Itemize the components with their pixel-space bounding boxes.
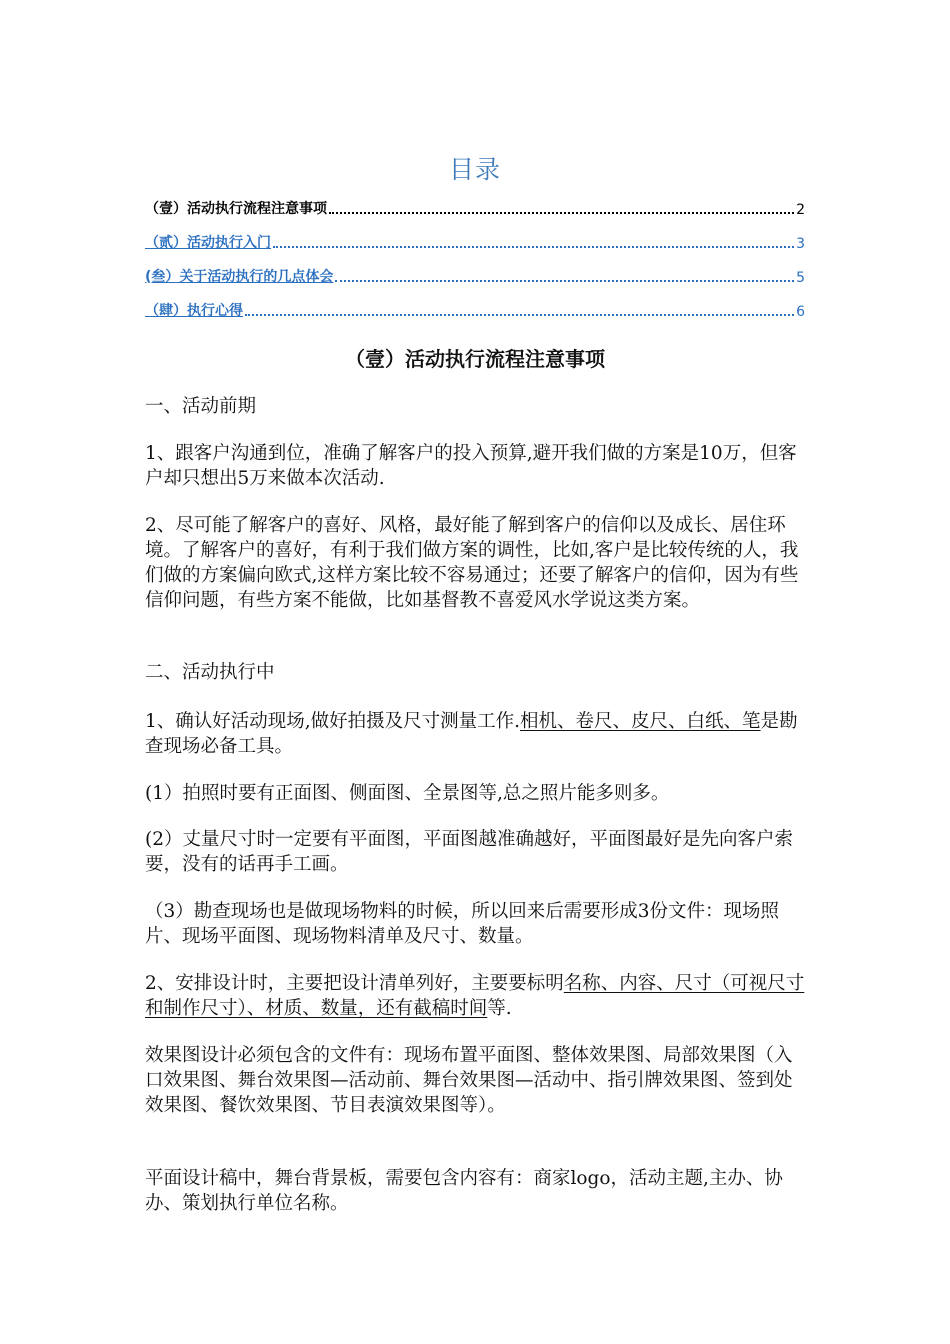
toc-entry-label: （肆）执行心得: [145, 303, 243, 319]
paragraph-photos: (1）拍照时要有正面图、侧面图、全景图等,总之照片能多则多。: [145, 783, 670, 804]
toc-entry-page: 6: [796, 304, 805, 320]
underlined-tools: 相机、卷尺、皮尺、白纸、笔: [520, 711, 761, 732]
toc-entry-label: (叁）关于活动执行的几点体会: [145, 269, 334, 285]
text-run: 1、确认好活动现场,做好拍摄及尺寸测量工作.: [145, 711, 521, 732]
text-run: 2、安排设计时，主要把设计清单列好，主要要标明: [145, 973, 564, 994]
toc-entry-page: 5: [796, 270, 805, 286]
paragraph-budget: 1、跟客户沟通到位，准确了解客户的投入预算,避开我们做的方案是10万，但客户却只想出5万来做本次活动.: [145, 443, 797, 489]
text-run: 是勘查现场必备工具。: [145, 711, 798, 757]
paragraph-measure: (2）丈量尺寸时一定要有平面图，平面图越准确越好，平面图最好是先向客户索要，没有的话再手工画。: [145, 829, 793, 875]
paragraph-renderings: 效果图设计必须包含的文件有：现场布置平面图、整体效果图、局部效果图（入口效果图、舞台效果图—活动前、舞台效果图—活动中、指引牌效果图、签到处效果图、餐饮效果图、节目表演效果图等）。: [145, 1045, 793, 1116]
toc-leader-dots: [329, 211, 794, 214]
toc-title: 目录: [448, 155, 501, 184]
toc-leader-dots: [245, 313, 794, 316]
toc-entry-3[interactable]: [145, 266, 805, 286]
paragraph-design-list: [145, 971, 810, 1021]
toc-leader-dots: [335, 279, 794, 282]
text-run: 等.: [487, 998, 512, 1019]
toc-entry-2[interactable]: [145, 232, 805, 252]
paragraph-stage-backdrop: 平面设计稿中，舞台背景板，需要包含内容有：商家logo，活动主题,主办、协办、策划执行单位名称。: [145, 1168, 783, 1214]
underlined-requirements: 名称、内容、尺寸（可视尺寸和制作尺寸）、材质、数量，还有截稿时间: [145, 973, 805, 1019]
paragraph-phase-pre: 一、活动前期: [145, 396, 257, 417]
toc-entry-page: 2: [796, 202, 805, 218]
section-heading: （壹）活动执行流程注意事项: [345, 347, 605, 371]
paragraph-site-survey: [145, 709, 810, 759]
toc-leader-dots: [273, 245, 794, 248]
toc-entry-label: （贰）活动执行入门: [145, 235, 271, 251]
toc-entry-label: （壹）活动执行流程注意事项: [145, 201, 327, 217]
paragraph-preferences: 2、尽可能了解客户的喜好、风格，最好能了解到客户的信仰以及成长、居住环境。了解客户的喜好，有利于我们做方案的调性，比如,客户是比较传统的人，我们做的方案偏向欧式,这样方案比较不容易通过；还要了解客户的信仰，因为有些信仰问题，有些方案不能做，比如基督教不喜爱风水学说这类方案。: [145, 515, 799, 611]
toc-entry-1[interactable]: [145, 198, 805, 218]
toc-entry-4[interactable]: [145, 300, 805, 320]
paragraph-documents: （3）勘查现场也是做现场物料的时候，所以回来后需要形成3份文件：现场照片、现场平面图、现场物料清单及尺寸、数量。: [145, 901, 780, 947]
toc-entry-page: 3: [796, 236, 805, 252]
paragraph-phase-during: 二、活动执行中: [145, 662, 275, 683]
